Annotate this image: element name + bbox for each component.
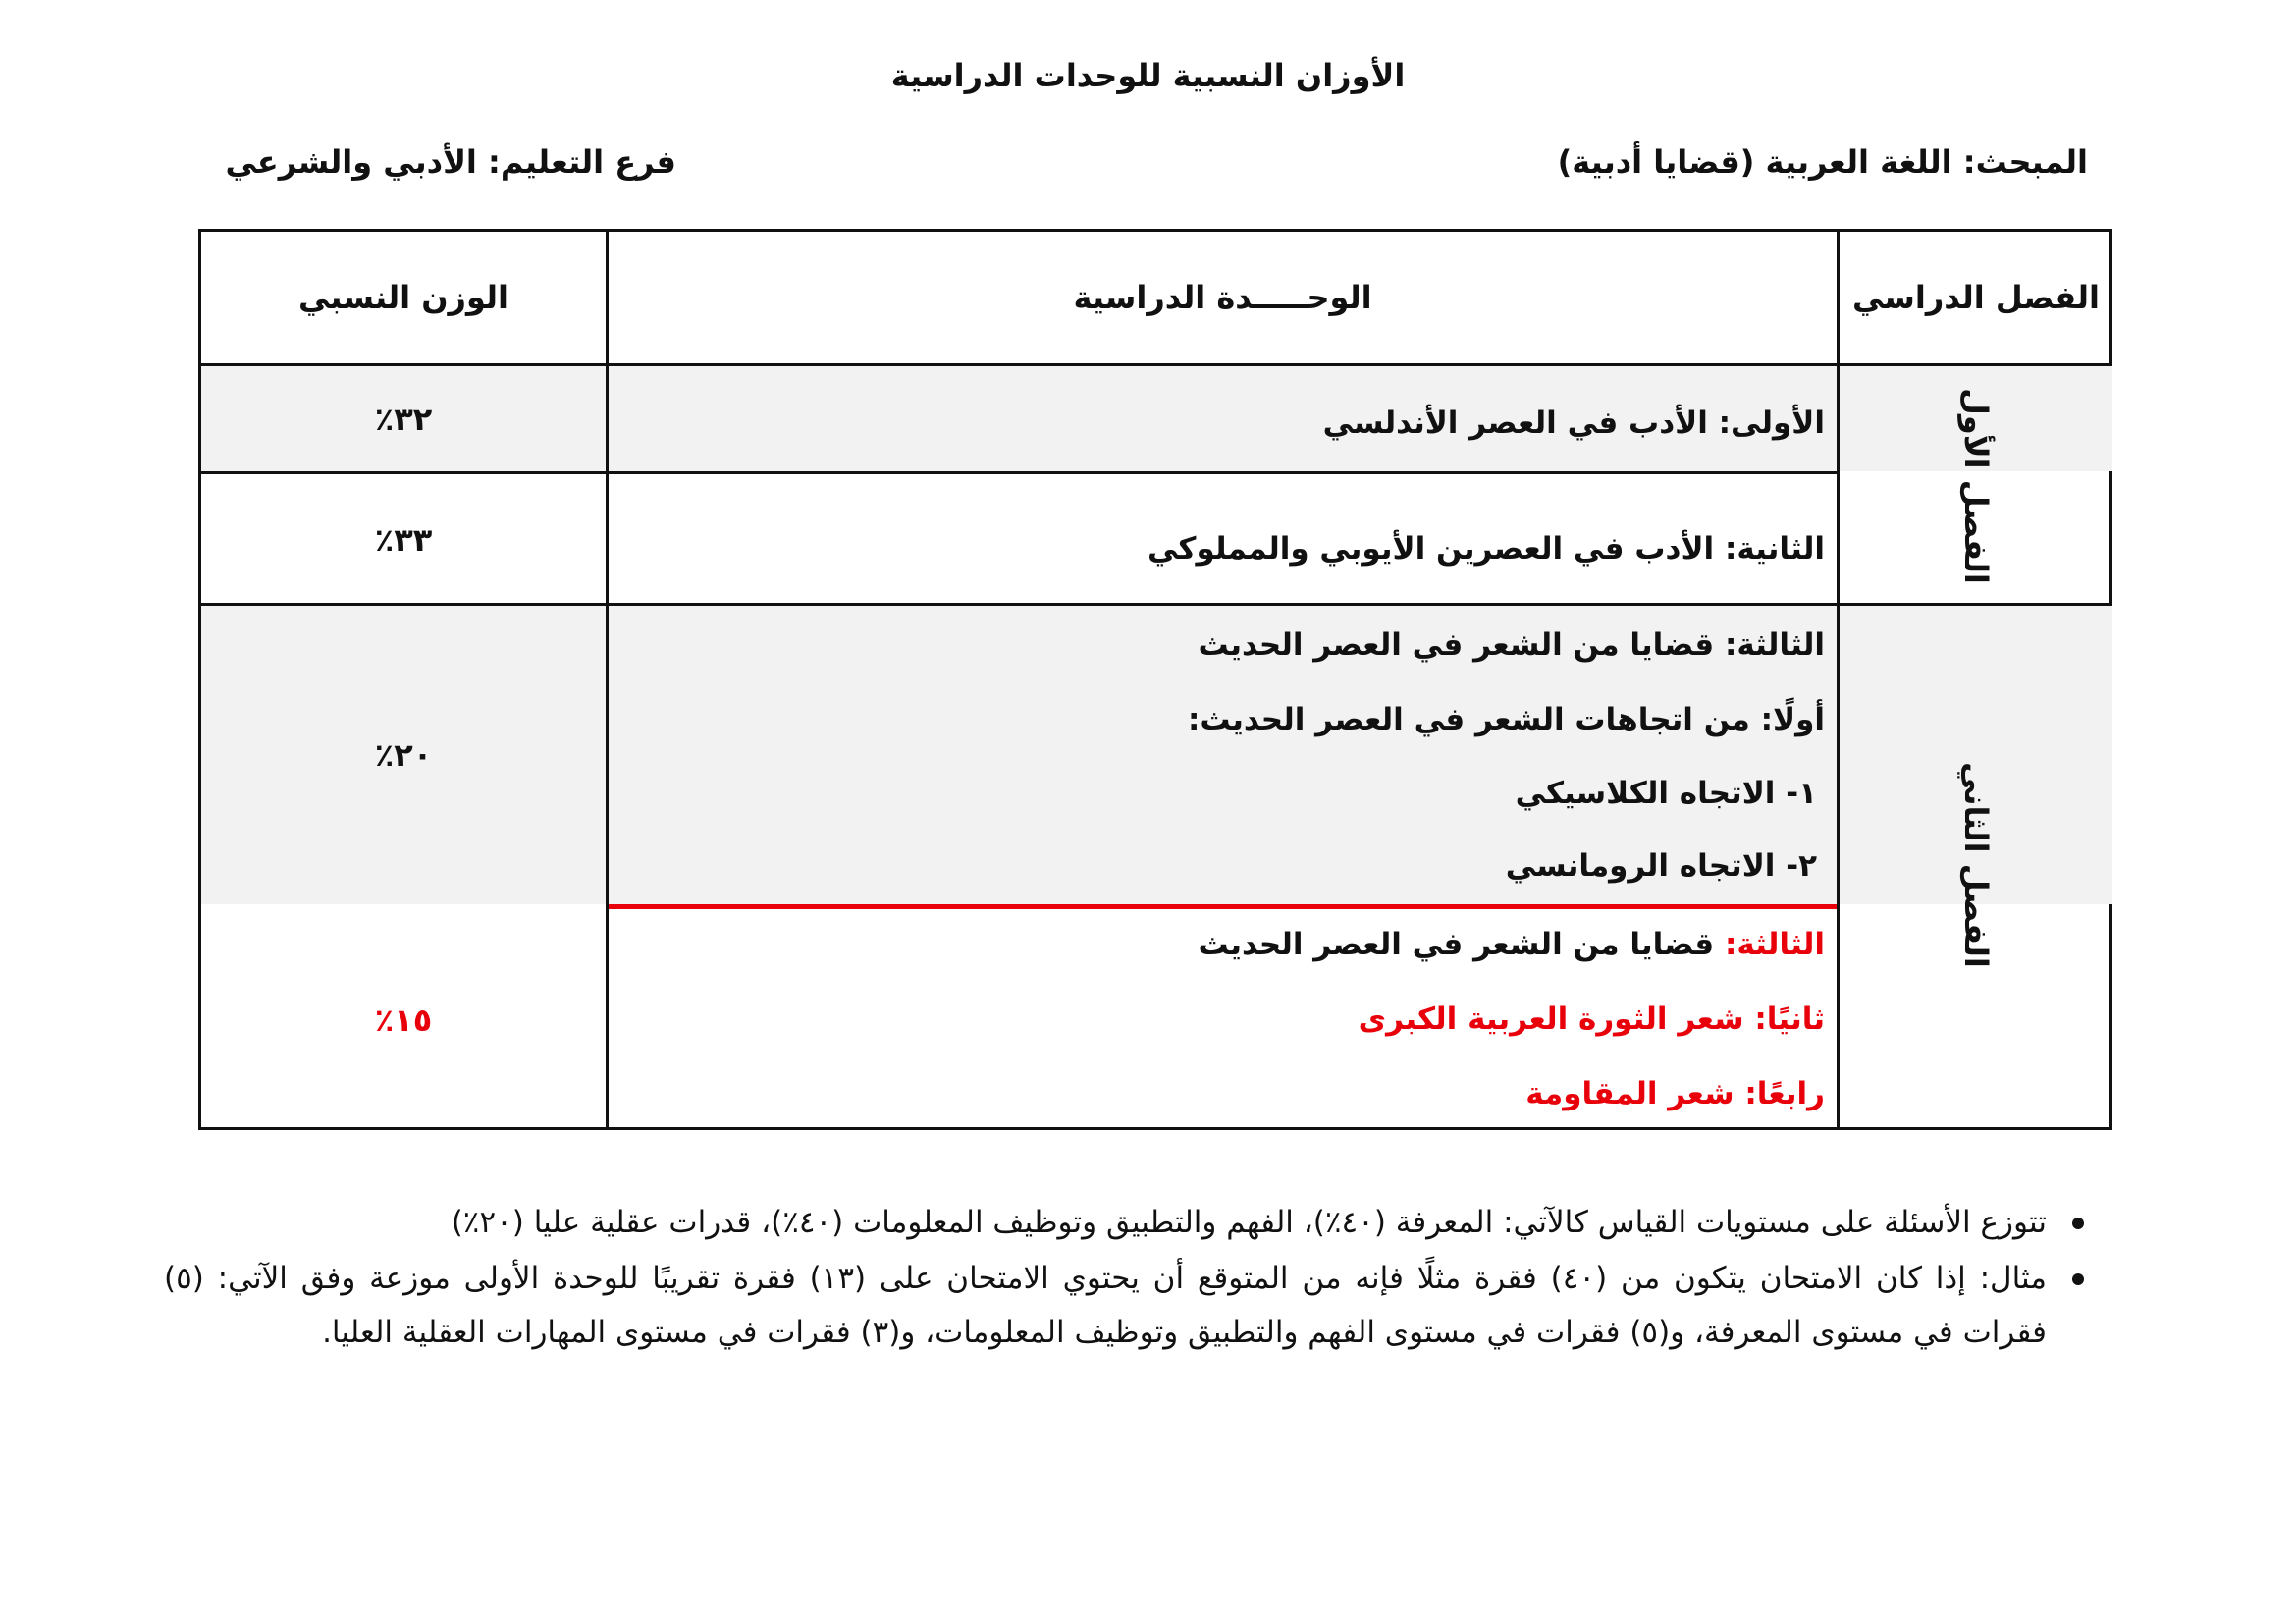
grid-line-h3 bbox=[201, 603, 2112, 606]
bullet-icon bbox=[2072, 1218, 2084, 1229]
unit-4-line-1-text: قضايا من الشعر في العصر الحديث bbox=[1198, 927, 1715, 962]
unit-3-line-2: أولًا: من اتجاهات الشعر في العصر الحديث: bbox=[1188, 702, 1825, 737]
weight-row-3: ٢٠٪ bbox=[374, 736, 433, 774]
weight-row-4: ١٥٪ bbox=[374, 1001, 433, 1039]
unit-row-2 bbox=[609, 474, 1837, 606]
notes-list bbox=[164, 1196, 2088, 1360]
unit-3-line-1: الثالثة: قضايا من الشعر في العصر الحديث bbox=[1198, 627, 1825, 663]
header-semester: الفصل الدراسي bbox=[1852, 279, 2100, 316]
unit-4-line-1-label: الثالثة: bbox=[1724, 927, 1825, 962]
unit-1-text: الأولى: الأدب في العصر الأندلسي bbox=[1322, 406, 1825, 441]
unit-2-text: الثانية: الأدب في العصرين الأيوبي والمملوكي bbox=[1148, 531, 1825, 567]
header-unit: الوحـــــدة الدراسية bbox=[1073, 279, 1372, 316]
note-2-text: مثال: إذا كان الامتحان يتكون من (٤٠) فقرة مثلًا فإنه من المتوقع أن يحتوي الامتحان على (١٣) فقرة تقريبًا للوحدة الأولى موزعة وفق الآتي: (٥) فقرات في مستوى المعرفة، و(٥) فقرات في مستوى الفهم والتطبيق وتوظيف المعلومات، و(٣) فقرات في مستوى المهارات العقلية العليا. bbox=[164, 1261, 2047, 1350]
unit-3-line-3: ١- الاتجاه الكلاسيكي bbox=[1515, 776, 1817, 811]
weight-row-2: ٣٣٪ bbox=[374, 521, 433, 559]
subject-label: المبحث: اللغة العربية (قضايا أدبية) bbox=[1557, 143, 2088, 181]
unit-4-line-2: ثانيًا: شعر الثورة العربية الكبرى bbox=[1358, 1001, 1825, 1037]
semester-2-label: الفصل الثاني bbox=[1957, 762, 1995, 968]
semester-1-label: الفصل الأول bbox=[1957, 388, 1995, 584]
note-1-text: تتوزع الأسئلة على مستويات القياس كالآتي: المعرفة (٤٠٪)، الفهم والتطبيق وتوظيف المعلومات (٤٠٪)، قدرات عقلية عليا (٢٠٪) bbox=[451, 1205, 2047, 1240]
weight-row-1: ٣٢٪ bbox=[374, 400, 433, 438]
grid-line-h1 bbox=[201, 363, 2112, 366]
unit-4-line-3: رابعًا: شعر المقاومة bbox=[1525, 1076, 1825, 1111]
weights-table bbox=[198, 229, 2112, 1130]
bullet-icon bbox=[2072, 1273, 2084, 1285]
branch-label: فرع التعليم: الأدبي والشرعي bbox=[225, 143, 676, 181]
note-2 bbox=[164, 1252, 2088, 1360]
note-1 bbox=[164, 1196, 2088, 1250]
header-weight: الوزن النسبي bbox=[298, 279, 508, 316]
unit-row-4 bbox=[609, 909, 1837, 1130]
page-title: الأوزان النسبية للوحدات الدراسية bbox=[890, 57, 1406, 94]
unit-3-line-4: ٢- الاتجاه الرومانسي bbox=[1505, 848, 1817, 884]
red-divider bbox=[609, 904, 1837, 909]
unit-row-1 bbox=[609, 366, 1837, 471]
unit-4-line-1 bbox=[1199, 927, 1826, 962]
unit-row-3 bbox=[609, 606, 1837, 904]
grid-line-h2 bbox=[201, 471, 1840, 474]
